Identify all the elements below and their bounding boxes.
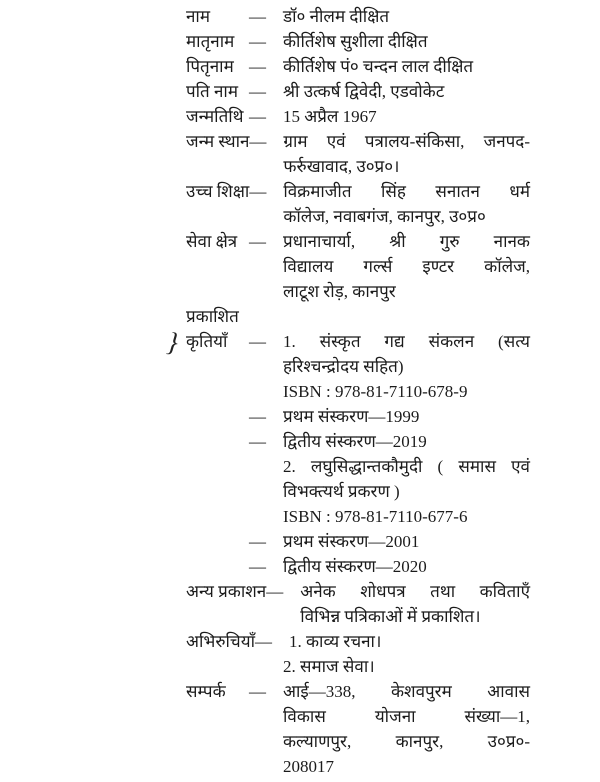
field-value (283, 104, 530, 129)
field-value (283, 229, 530, 304)
value-line: 208017 (283, 757, 334, 776)
field-label: पति नाम (186, 82, 239, 101)
separator-dash: — (266, 582, 284, 601)
field-value (283, 79, 530, 104)
separator-dash: — (249, 82, 266, 101)
separator-dash: — (249, 532, 266, 551)
field-label: सम्पर्क (186, 682, 226, 701)
separator-dash: — (249, 557, 266, 576)
separator-dash: — (249, 432, 266, 451)
value-line: हरिश्चन्द्रोदय सहित) (283, 357, 404, 376)
field-row (186, 4, 530, 29)
field-row (186, 79, 530, 104)
field-label: उच्च शिक्षा (186, 182, 250, 201)
field-label: कृतियाँ (186, 332, 228, 351)
value-line: कीर्तिशेष सुशीला दीक्षित (283, 32, 428, 51)
value-line: विद्यालय गर्ल्स इण्टर कॉलेज, (283, 257, 530, 276)
field-value (283, 29, 530, 54)
field-label: मातृनाम (186, 32, 235, 51)
value-line: लाटूश रोड़, कानपुर (283, 282, 396, 301)
field-row (186, 654, 530, 679)
field-row (186, 54, 530, 79)
value-line: कल्याणपुर, कानपुर, उ०प्र०- (283, 732, 530, 751)
field-row (186, 529, 530, 554)
separator-dash: — (249, 132, 267, 151)
value-line: श्री उत्कर्ष द्विवेदी, एडवोकेट (283, 82, 445, 101)
field-row (186, 379, 530, 404)
value-line: कीर्तिशेष पं० चन्दन लाल दीक्षित (283, 57, 474, 76)
value-line: प्रथम संस्करण—2001 (283, 532, 420, 551)
separator-dash: — (249, 7, 266, 26)
field-row (186, 29, 530, 54)
field-row (186, 329, 530, 379)
field-value (289, 629, 530, 654)
field-label: जन्मतिथि (186, 107, 244, 126)
value-line: 2. लघुसिद्धान्तकौमुदी ( समास एवं (283, 457, 530, 476)
field-value (283, 129, 530, 179)
separator-dash: — (249, 232, 266, 251)
field-row (186, 679, 530, 779)
value-line: द्वितीय संस्करण—2020 (283, 557, 427, 576)
value-line: 1. संस्कृत गद्य संकलन (सत्य (283, 332, 530, 351)
field-value (283, 454, 530, 504)
field-label: जन्म स्थान (186, 132, 250, 151)
field-label: नाम (186, 7, 211, 26)
value-line: कॉलेज, नवाबगंज, कानपुर, उ०प्र० (283, 207, 486, 226)
field-row (186, 504, 530, 529)
field-row (186, 179, 530, 229)
value-line: विभक्त्यर्थ प्रकरण ) (283, 482, 400, 501)
field-value (283, 54, 530, 79)
separator-dash: — (249, 407, 266, 426)
field-value (283, 179, 530, 229)
separator-dash: — (249, 107, 266, 126)
value-line: प्रधानाचार्या, श्री गुरु नानक (283, 232, 530, 251)
value-line: 1. काव्य रचना। (288, 632, 382, 651)
value-line: फर्रुखावाद, उ०प्र०। (283, 157, 400, 176)
value-line: ISBN : 978-81-7110-677-6 (283, 507, 468, 526)
field-label: सेवा क्षेत्र (186, 232, 238, 251)
field-row (186, 229, 530, 304)
field-value (283, 404, 530, 429)
value-line: ISBN : 978-81-7110-678-9 (283, 382, 468, 401)
value-line: ग्राम एवं पत्रालय-संकिसा, जनपद- (283, 132, 530, 151)
field-row (186, 629, 530, 654)
field-label: अन्य प्रकाशन (186, 582, 267, 601)
field-row (186, 129, 530, 179)
field-label: प्रकाशित (186, 307, 239, 326)
field-value (283, 529, 530, 554)
field-row (186, 304, 530, 329)
value-line: डॉ० नीलम दीक्षित (283, 7, 390, 26)
value-line: आई—338, केशवपुरम आवास (283, 682, 530, 701)
separator-dash: — (249, 332, 266, 351)
field-value (283, 4, 530, 29)
value-line: विकास योजना संख्या—1, (283, 707, 530, 726)
field-value (283, 554, 530, 579)
field-value (283, 329, 530, 379)
ink-mark: } (165, 326, 180, 358)
field-value (283, 379, 530, 404)
field-value (300, 579, 530, 629)
value-line: द्वितीय संस्करण—2019 (283, 432, 427, 451)
field-value (283, 679, 530, 779)
field-value (283, 654, 530, 679)
bio-entries (186, 4, 530, 779)
separator-dash: — (254, 632, 272, 651)
value-line: विभिन्न पत्रिकाओं में प्रकाशित। (300, 607, 481, 626)
value-line: विक्रमाजीत सिंह सनातन धर्म (283, 182, 530, 201)
field-value (283, 504, 530, 529)
value-line: 15 अप्रैल 1967 (283, 107, 377, 126)
field-label: पितृनाम (186, 57, 234, 76)
separator-dash: — (249, 682, 266, 701)
value-line: प्रथम संस्करण—1999 (283, 407, 420, 426)
field-row (186, 554, 530, 579)
field-row (186, 429, 530, 454)
field-row (186, 404, 530, 429)
separator-dash: — (249, 182, 267, 201)
field-row (186, 104, 530, 129)
separator-dash: — (249, 57, 266, 76)
value-line: 2. समाज सेवा। (283, 657, 375, 676)
separator-dash: — (249, 32, 266, 51)
value-line: अनेक शोधपत्र तथा कविताएँ (300, 582, 530, 601)
field-row (186, 454, 530, 504)
field-value (283, 429, 530, 454)
field-label: अभिरुचियाँ (186, 632, 255, 651)
field-row (186, 579, 530, 629)
